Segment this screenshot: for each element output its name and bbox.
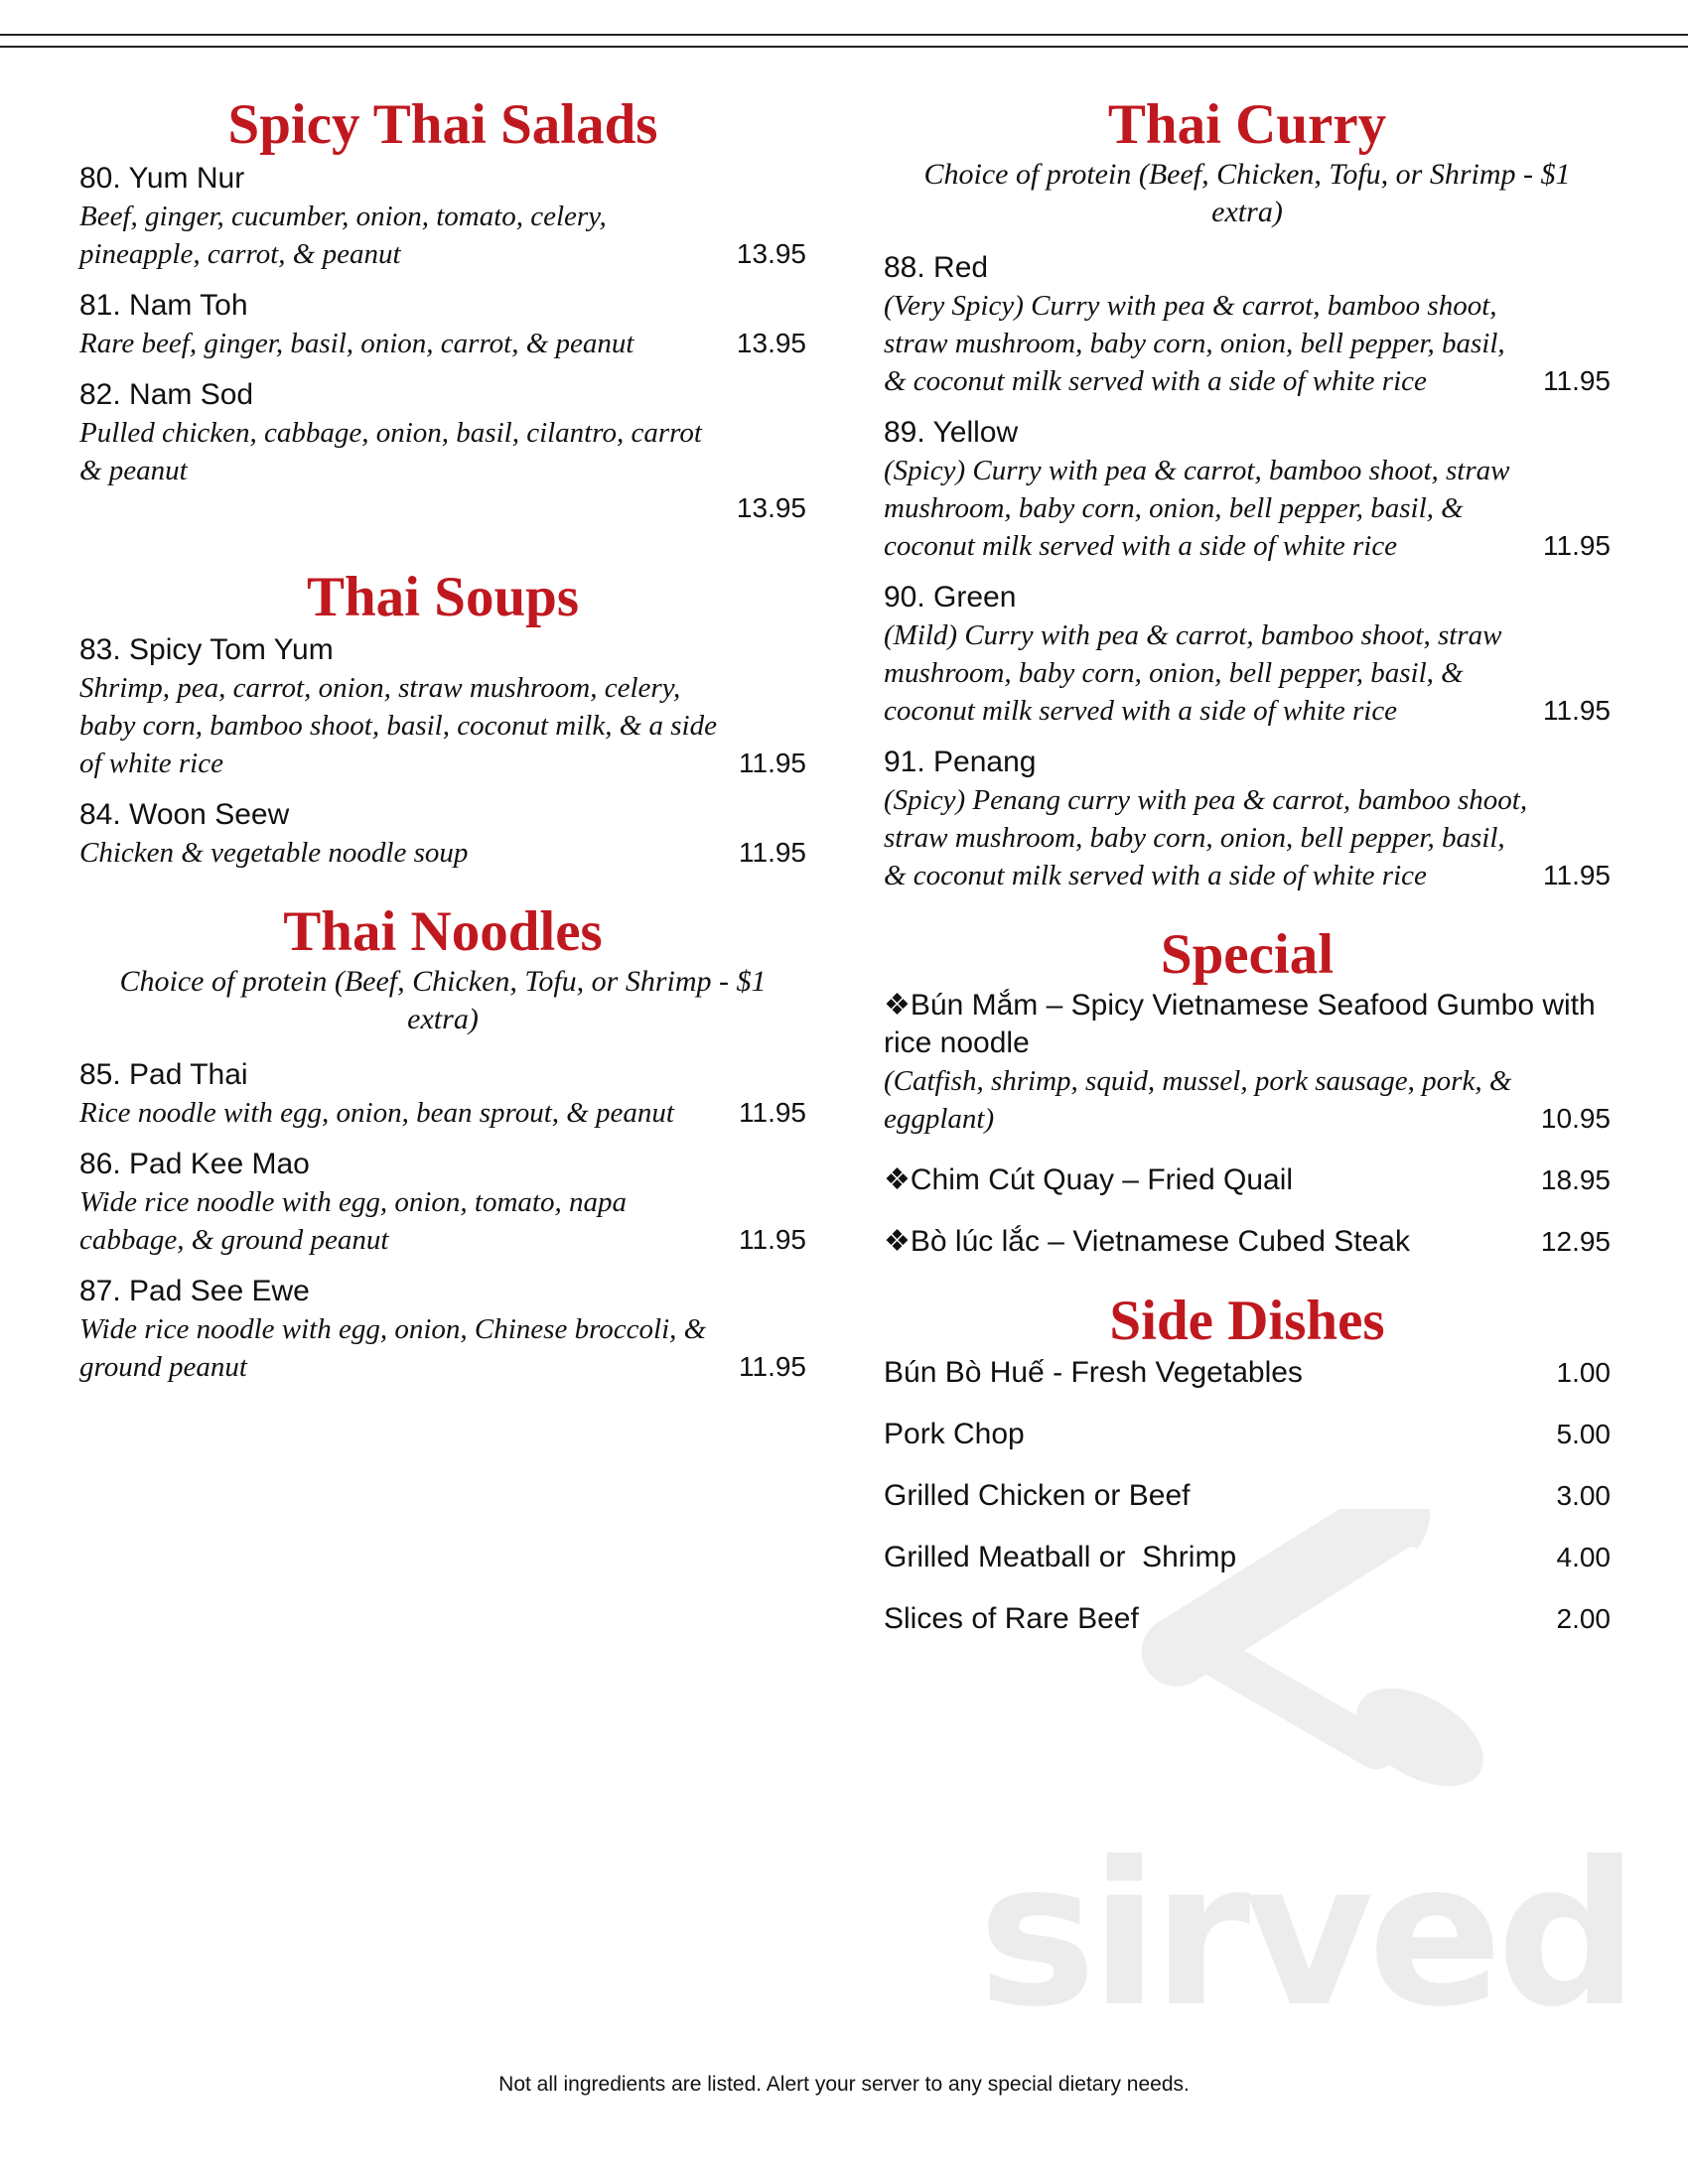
item-name: ❖Bún Mắm – Spicy Vietnamese Seafood Gumbo with rice noodle (884, 989, 1596, 1060)
item-description: Beef, ginger, cucumber, onion, tomato, celery, pineapple, carrot, & peanut (79, 200, 607, 270)
special-item (884, 1223, 1611, 1261)
item-name: 84. Woon Seew (79, 798, 290, 832)
item-price: 11.95 (1543, 364, 1611, 396)
item-price: 11.95 (739, 1096, 806, 1128)
item-price: 13.95 (736, 491, 806, 523)
item-name: 81. Nam Toh (79, 288, 248, 322)
item-description: (Mild) Curry with pea & carrot, bamboo shoot, straw mushroom, baby corn, onion, bell pepper, basil, & coconut milk served with a side of white rice (884, 618, 1502, 727)
item-name: Bún Bò Huế - Fresh Vegetables (884, 1355, 1303, 1389)
menu-item (79, 796, 806, 872)
special-item (884, 1161, 1611, 1199)
item-name: 87. Pad See Ewe (79, 1274, 310, 1307)
section-title-salads: Spicy Thai Salads (227, 93, 658, 156)
section-note: Choice of protein (Beef, Chicken, Tofu, or Shrimp - $1 extra) (923, 157, 1571, 228)
item-name: ❖Bò lúc lắc – Vietnamese Cubed Steak (884, 1225, 1410, 1259)
right-column (884, 94, 1611, 1638)
item-name: 85. Pad Thai (79, 1057, 248, 1091)
footer-disclaimer: Not all ingredients are listed. Alert your server to any special dietary needs. (498, 2073, 1190, 2096)
item-price: 11.95 (739, 1350, 806, 1382)
item-name: Grilled Chicken or Beef (884, 1478, 1191, 1512)
section-title-noodles: Thai Noodles (283, 900, 603, 964)
top-rule (0, 34, 1688, 36)
item-description: (Spicy) Curry with pea & carrot, bamboo shoot, straw mushroom, baby corn, onion, bell pepper, basil, & coconut milk served with a side of white rice (884, 454, 1510, 562)
item-description: Rare beef, ginger, basil, onion, carrot, & peanut (79, 327, 634, 359)
item-name: Grilled Meatball or Shrimp (884, 1540, 1237, 1573)
side-item (884, 1477, 1611, 1515)
menu-item (79, 1056, 806, 1132)
item-price: 11.95 (739, 748, 806, 779)
menu-item (884, 744, 1611, 894)
item-price: 2.00 (1556, 1602, 1611, 1634)
item-description: (Catfish, shrimp, squid, mussel, pork sausage, pork, & eggplant) (884, 1065, 1512, 1136)
item-price: 11.95 (739, 1223, 806, 1255)
item-description: Shrimp, pea, carrot, onion, straw mushroom, celery, baby corn, bamboo shoot, basil, coconut milk, & a side of white rice (79, 672, 717, 780)
item-price: 12.95 (1540, 1226, 1611, 1258)
item-name: 86. Pad Kee Mao (79, 1147, 310, 1180)
item-name: Slices of Rare Beef (884, 1601, 1139, 1635)
item-name: 89. Yellow (884, 415, 1019, 449)
item-name: Pork Chop (884, 1417, 1025, 1450)
section-title-sides: Side Dishes (1109, 1290, 1385, 1353)
item-name: 90. Green (884, 580, 1017, 614)
item-name: 83. Spicy Tom Yum (79, 633, 334, 667)
side-item (884, 1539, 1611, 1576)
item-description: Rice noodle with egg, onion, bean sprout, & peanut (79, 1096, 674, 1129)
menu-item (79, 287, 806, 362)
left-column (79, 94, 806, 1386)
side-item (884, 1600, 1611, 1638)
top-rule-inner (0, 46, 1688, 48)
watermark-text: sirved (978, 1820, 1633, 2051)
item-price: 11.95 (1543, 694, 1611, 726)
item-description: (Spicy) Penang curry with pea & carrot, bamboo shoot, straw mushroom, baby corn, onion, bell pepper, basil, & coconut milk served with a side of white rice (884, 783, 1528, 891)
section-title-soups: Thai Soups (306, 565, 580, 628)
item-price: 13.95 (736, 327, 806, 358)
item-name: 80. Yum Nur (79, 161, 245, 195)
item-price: 11.95 (1543, 859, 1611, 890)
menu-item (79, 631, 806, 782)
item-price: 11.95 (1543, 529, 1611, 561)
section-note: Choice of protein (Beef, Chicken, Tofu, or Shrimp - $1 extra) (119, 964, 767, 1035)
section-title-special: Special (1160, 922, 1335, 986)
item-name: 82. Nam Sod (79, 377, 254, 411)
item-price: 11.95 (739, 837, 806, 869)
section-title-curry: Thai Curry (1107, 93, 1387, 156)
item-description: (Very Spicy) Curry with pea & carrot, bamboo shoot, straw mushroom, baby corn, onion, bell pepper, basil, & coconut milk served with a side of white rice (884, 289, 1505, 397)
menu-item (79, 1273, 806, 1386)
menu-item (79, 376, 806, 527)
item-description: Pulled chicken, cabbage, onion, basil, cilantro, carrot & peanut (79, 416, 702, 486)
menu-item (79, 160, 806, 273)
menu-item (884, 579, 1611, 730)
menu-item (79, 1146, 806, 1259)
item-price: 18.95 (1540, 1164, 1611, 1196)
item-name: ❖Chim Cút Quay – Fried Quail (884, 1163, 1294, 1197)
item-price: 10.95 (1540, 1103, 1611, 1135)
item-name: 91. Penang (884, 745, 1037, 778)
item-name: 88. Red (884, 250, 989, 284)
item-price: 3.00 (1556, 1479, 1611, 1511)
item-price: 5.00 (1556, 1418, 1611, 1449)
special-item (884, 987, 1611, 1138)
item-price: 1.00 (1556, 1356, 1611, 1388)
item-description: Chicken & vegetable noodle soup (79, 837, 469, 870)
side-item (884, 1354, 1611, 1392)
item-price: 4.00 (1556, 1541, 1611, 1572)
item-description: Wide rice noodle with egg, onion, tomato, napa cabbage, & ground peanut (79, 1185, 627, 1256)
item-price: 13.95 (736, 237, 806, 269)
menu-item (884, 249, 1611, 400)
side-item (884, 1416, 1611, 1453)
item-description: Wide rice noodle with egg, onion, Chinese broccoli, & ground peanut (79, 1312, 707, 1383)
menu-item (884, 414, 1611, 565)
